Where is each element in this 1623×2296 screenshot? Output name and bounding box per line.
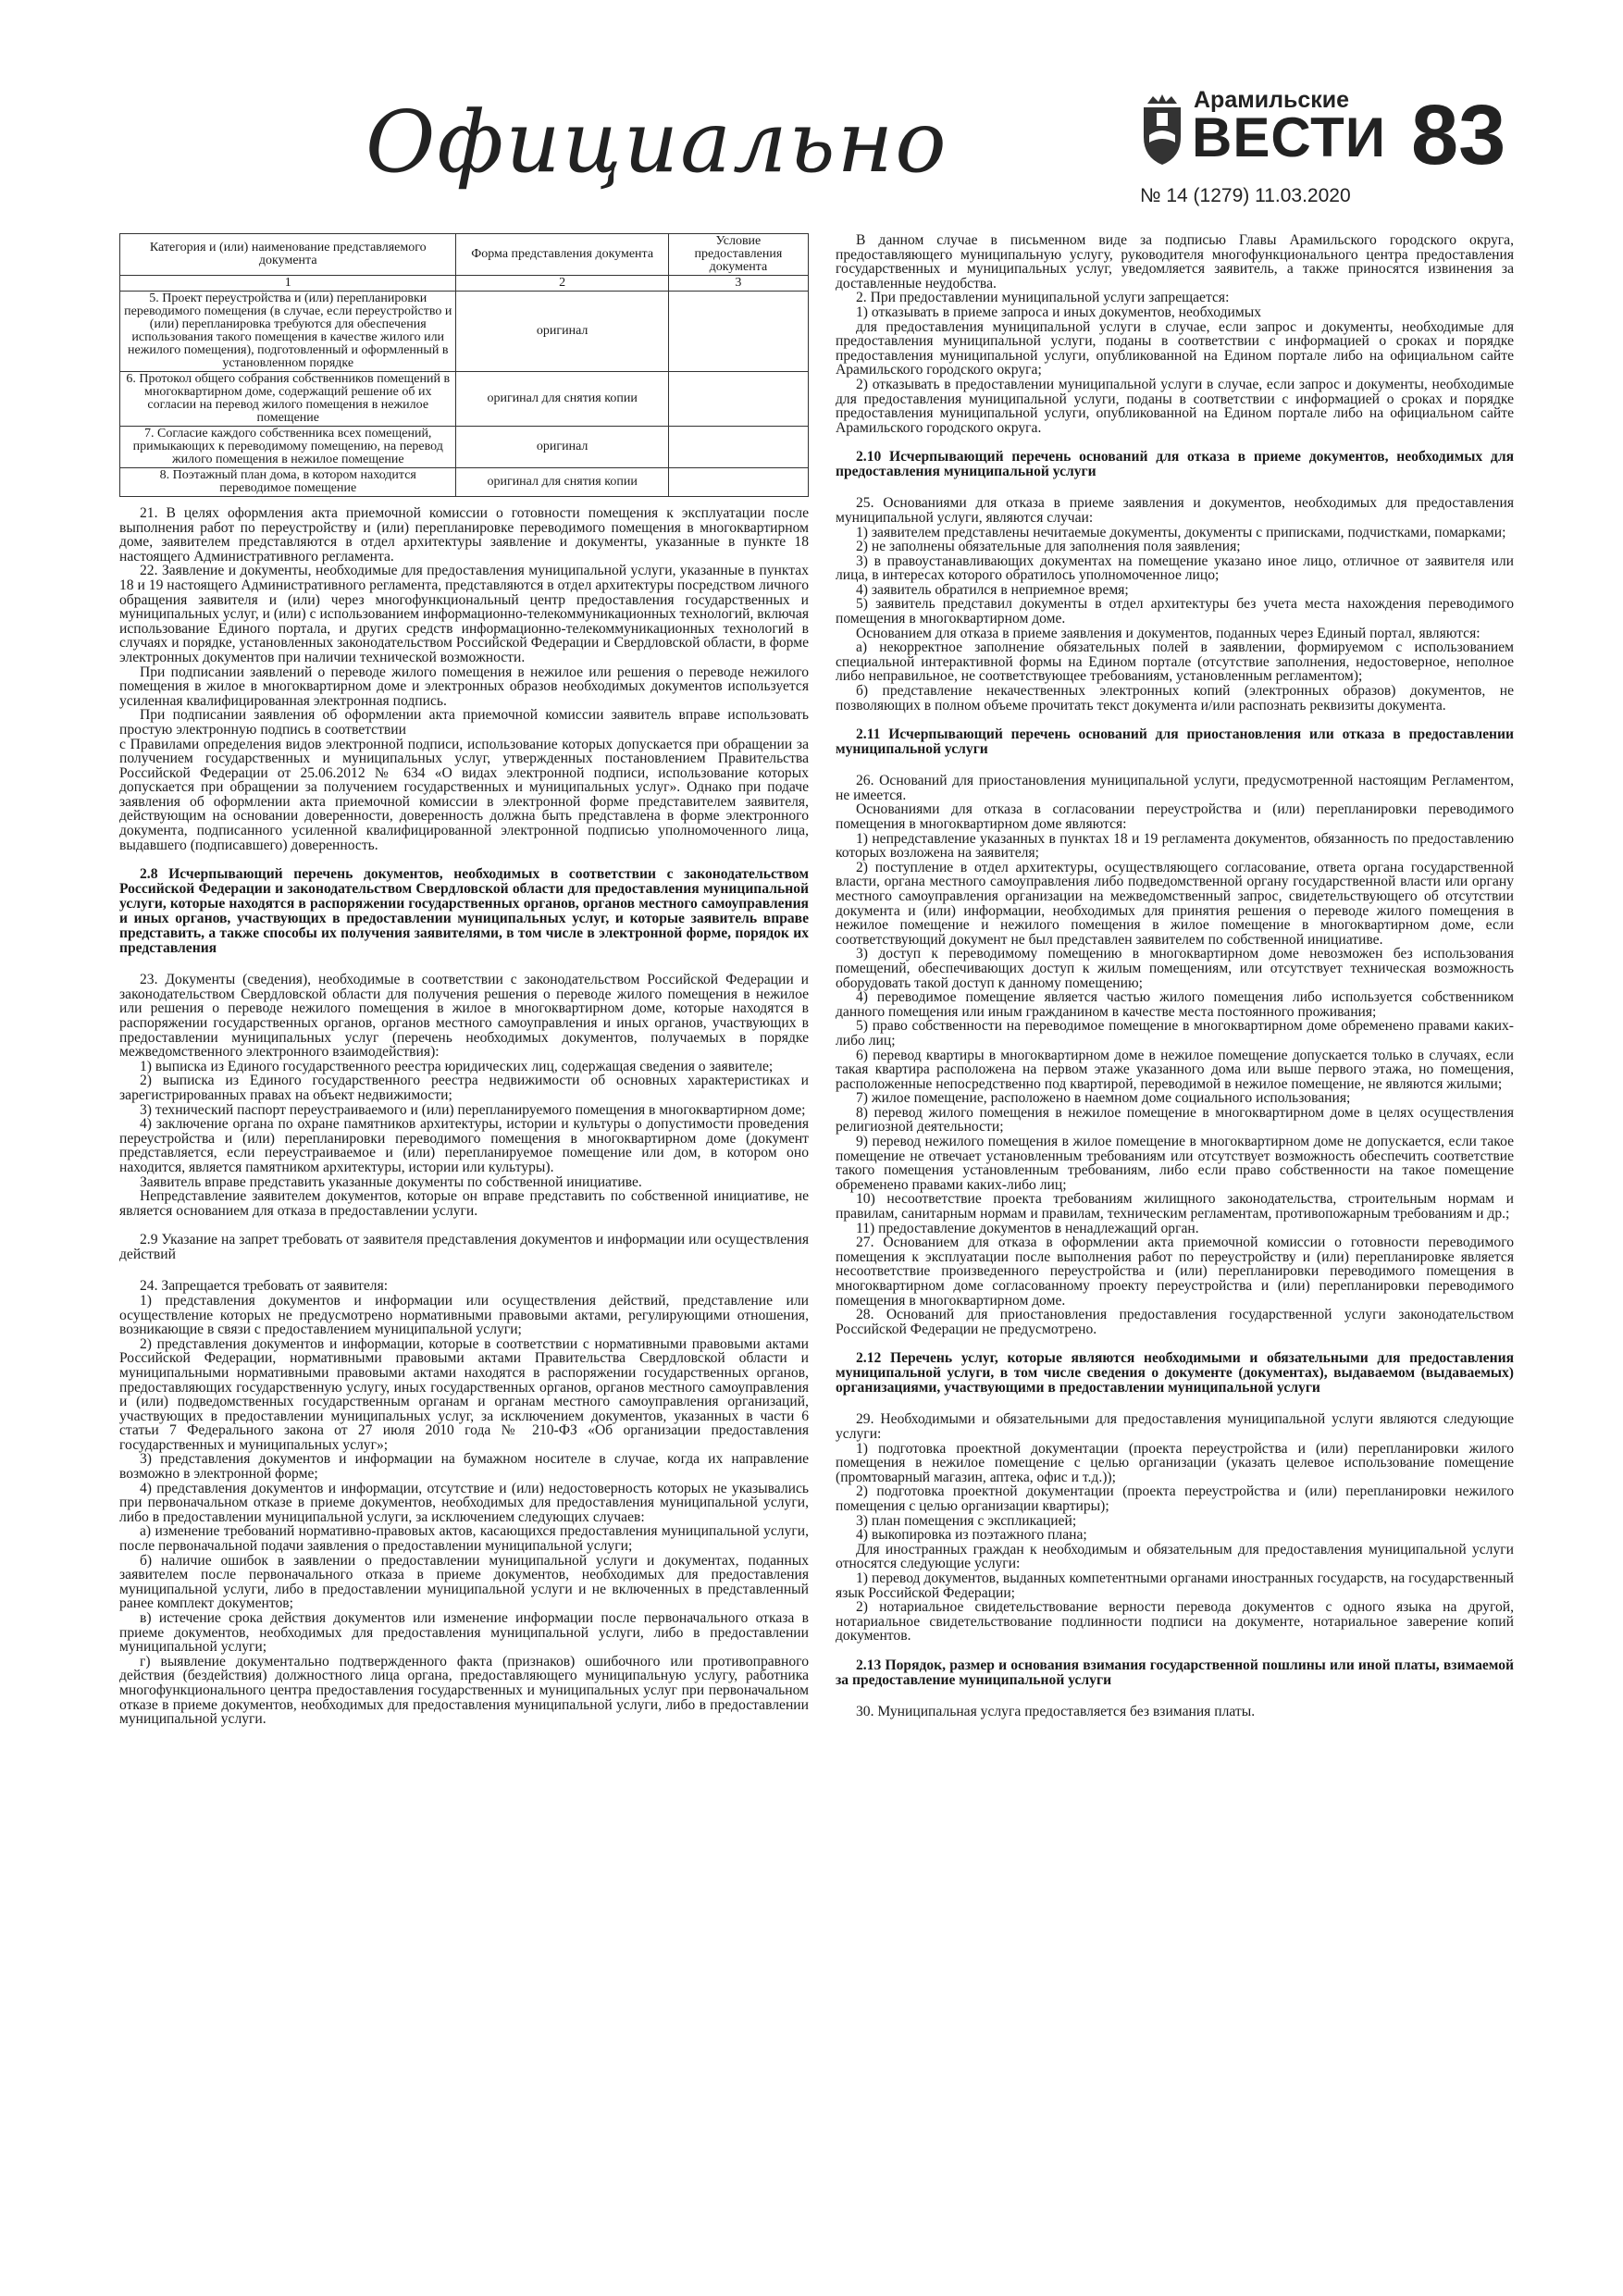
table-cell: 5. Проект переустройства и (или) перепланировки переводимого помещения (в случае, если переустройство и (или) перепланировка требуются для обеспечения использования такого помещения в качестве жилого или нежилого помещения), подготовленный и оформленный в установленном порядке xyxy=(120,292,456,372)
table-cell xyxy=(668,372,808,427)
list-item: 2) нотариальное свидетельствование верности перевода документов с одного языка на другой, нотариальное свидетельствование подлинности подписи на документе, нотариальное заверение копий документов. xyxy=(836,1599,1514,1644)
list-item: 4) выкопировка из поэтажного плана; xyxy=(856,1527,1087,1544)
table-number-cell: 1 xyxy=(120,276,456,292)
list-item: 4) переводимое помещение является частью жилого помещения либо используется собственником данного помещения или иным гражданином в качестве места постоянного проживания; xyxy=(836,989,1514,1020)
table-header-cell: Условие предоставления документа xyxy=(668,234,808,276)
paragraph: 26. Оснований для приостановления муниципальной услуги, предусмотренной настоящим Регламентом, не имеется. xyxy=(836,773,1514,803)
table-cell: оригинал xyxy=(456,427,668,468)
table-number-cell: 2 xyxy=(456,276,668,292)
table-cell: 6. Протокол общего собрания собственников помещений в многоквартирном доме, содержащий решение об их согласии на перевод жилого помещения в нежилое помещение xyxy=(120,372,456,427)
newspaper-town: Арамильские xyxy=(1194,87,1350,113)
table-cell: 7. Согласие каждого собственника всех помещений, примыкающих к переводимому помещению, на перевод жилого помещения в нежилое помещение xyxy=(120,427,456,468)
section-title: Официально xyxy=(365,93,948,192)
coat-of-arms-icon xyxy=(1140,94,1184,167)
paragraph: При подписании заявления об оформлении акта приемочной комиссии заявитель вправе использовать простую электронную подпись в соответствии xyxy=(119,707,809,738)
table-header-cell: Категория и (или) наименование представляемого документа xyxy=(120,234,456,276)
newspaper-brand: ВЕСТИ xyxy=(1192,106,1386,168)
list-item: 2) подготовка проектной документации (проекта переустройства и (или) перепланировки нежилого помещения с целью организации квартиры); xyxy=(836,1483,1514,1514)
section-heading: 2.11 Исчерпывающий перечень оснований для приостановления или отказа в предоставлении муниципальной услуги xyxy=(836,726,1514,758)
list-item: 1) выписка из Единого государственного реестра юридических лиц, содержащая сведения о заявителе; xyxy=(140,1058,774,1074)
list-item: 7) жилое помещение, расположено в наемном доме социального использования; xyxy=(856,1090,1351,1107)
table-row xyxy=(120,292,809,372)
list-item: 3) план помещения с экспликацией; xyxy=(856,1512,1077,1529)
paragraph: 21. В целях оформления акта приемочной комиссии о готовности помещения к эксплуатации после выполнения работ по переустройству и (или) перепланировке переводимого помещения в многоквартирном доме, заявителем представляются в отдел архитектуры заявление и документы, указанные в пункте 18 настоящего Административного регламента. xyxy=(119,505,809,565)
left-column xyxy=(119,233,809,1727)
paragraph: Заявитель вправе представить указанные документы по собственной инициативе. xyxy=(140,1173,642,1190)
paragraph: В данном случае в письменном виде за подписью Главы Арамильского городского округа, предоставляющего муниципальную услугу, руководителя многофункционального центра предоставления государственных и муниципальных услуг, уведомляется заявитель, а также приносятся извинения за доставленные неудобства. xyxy=(836,232,1514,292)
paragraph: 2. При предоставлении муниципальной услуги запрещается: xyxy=(856,290,1230,306)
table-number-cell: 3 xyxy=(668,276,808,292)
paragraph: 27. Основанием для отказа в оформлении акта приемочной комиссии о готовности переводимого помещения к эксплуатации после выполнения работ по переустройству и (или) перепланировке является несоответствие произведенного переустройства и (или) перепланировки переводимого помещения в многоквартирном доме согласованному проекту переустройства и (или) перепланировки переводимого помещения в многоквартирном доме. xyxy=(836,1235,1514,1309)
list-item: 3) в правоустанавливающих документах на помещение указано иное лицо, отличное от заявителя или лица, в интересах которого обратилось уполномоченное лицо; xyxy=(836,552,1514,584)
list-item: 2) не заполнены обязательные для заполнения поля заявления; xyxy=(856,539,1241,555)
documents-table xyxy=(119,233,809,497)
table-header-row xyxy=(120,234,809,276)
paragraph: с Правилами определения видов электронной подписи, использование которых допускается при обращении за получением государственных и муниципальных услуг, утвержденных постановлением Правительства Российской Федерации от 25.06.2012 № 634 «О видах электронной подписи, использование которых допускается при обращении за получением государственных и муниципальных услуг». Однако при подаче заявления об оформлении акта приемочной комиссии в электронной форме представителем заявителя, действующим на основании доверенности, доверенность должна быть представлена в форме электронного документа, подписанного усиленной квалифицированной электронной подписью уполномоченного лица, выдавшего (подписавшего) доверенность. xyxy=(119,736,809,853)
issue-info: № 14 (1279) 11.03.2020 xyxy=(1140,185,1351,206)
list-item: 8) перевод жилого помещения в нежилое помещение в многоквартирном доме в целях осуществления религиозной деятельности; xyxy=(836,1104,1514,1136)
list-item: 6) перевод квартиры в многоквартирном доме в нежилое помещение допускается только в случаях, если такая квартира расположена на первом этаже указанного дома или выше первого этажа, но помещения, расположенные непосредственно под квартирой, переводимой в нежилое помещение, не являются жилыми; xyxy=(836,1047,1514,1092)
list-item: 2) отказывать в предоставлении муниципальной услуги в случае, если запрос и документы, необходимые для предоставления муниципальной услуги, поданы в соответствии с информацией о сроках и порядке предоставления муниципальной услуги, опубликованной на Едином портале либо на официальном сайте Арамильского городского округа. xyxy=(836,376,1514,436)
list-item: 1) непредставление указанных в пунктах 18 и 19 регламента документов, обязанность по предоставлению которых возложена на заявителя; xyxy=(836,830,1514,862)
paragraph: для предоставления муниципальной услуги в случае, если запрос и документы, необходимые для предоставления муниципальной услуги, поданы в соответствии с информацией о сроках и порядке предоставления муниципальной услуги, опубликованной на Едином портале либо на официальном сайте Арамильского городского округа; xyxy=(836,318,1514,379)
table-header-cell: Форма представления документа xyxy=(456,234,668,276)
table-cell: оригинал для снятия копии xyxy=(456,372,668,427)
list-item: в) истечение срока действия документов или изменение информации после первоначального отказа в приеме документов, необходимых для предоставления муниципальной услуги, либо в предоставлении муниципальной услуги; xyxy=(119,1610,809,1656)
list-item: б) представление некачественных электронных копий (электронных образов) документов, не позволяющих в полном объеме прочитать текст документа и/или распознать реквизиты документа. xyxy=(836,683,1514,714)
paragraph: Непредставление заявителем документов, которые он вправе представить по собственной инициативе, не является основанием для отказа в предоставлении услуги. xyxy=(119,1188,809,1219)
table-cell: оригинал для снятия копии xyxy=(456,468,668,497)
list-item: 3) технический паспорт переустраиваемого и (или) перепланируемого помещения в многоквартирном доме; xyxy=(140,1101,806,1118)
page-header xyxy=(0,0,1623,222)
section-heading: 2.8 Исчерпывающий перечень документов, необходимых в соответствии с законодательством Российской Федерации и законодательством Свердловской области для предоставления муниципальной услуги, которые находятся в распоряжении государственных органов, органов местного самоуправления и иных органов, участвующих в предоставлении муниципальных услуг, и которые заявитель вправе представить, а также способы их получения заявителями, в том числе в электронной форме, порядок их представления xyxy=(119,866,809,957)
section-heading: 2.10 Исчерпывающий перечень оснований для отказа в приеме документов, необходимых для предоставления муниципальной услуги xyxy=(836,449,1514,480)
section-heading: 2.12 Перечень услуг, которые являются необходимыми и обязательными для предоставления муниципальной услуги, в том числе сведения о документе (документах), выдаваемом (выдаваемых) организациями, участвующими в предоставлении муниципальной услуги xyxy=(836,1350,1514,1396)
list-item: 11) предоставление документов в ненадлежащий орган. xyxy=(856,1220,1199,1236)
right-column xyxy=(836,233,1514,1719)
list-item: 9) перевод нежилого помещения в жилое помещение в многоквартирном доме не допускается, если такое помещение не отвечает установленным требованиям или отсутствует возможность обеспечить соответствие такого помещения установленным требованиям, либо если право собственности на такое помещение обременено правами каких-либо лиц; xyxy=(836,1134,1514,1193)
paragraph: 25. Основаниями для отказа в приеме заявления и документов, необходимых для предоставления муниципальной услуги, являются случаи: xyxy=(836,495,1514,526)
table-number-row xyxy=(120,276,809,292)
paragraph: 23. Документы (сведения), необходимые в соответствии с законодательством Российской Федерации и законодательством Свердловской области для получения решения о переводе жилого помещения в нежилое или решения о переводе нежилого помещения в жилое в многоквартирном доме, которые находятся в распоряжении государственных органов, органов местного самоуправления и иных органов, участвующих в предоставлении муниципальных услуг (перечень необходимых документов, получаемых в порядке межведомственного электронного взаимодействия): xyxy=(119,972,809,1061)
table-row xyxy=(120,372,809,427)
table-cell xyxy=(668,427,808,468)
list-item: 10) несоответствие проекта требованиям жилищного законодательства, строительным нормам и правилам, санитарным нормам и правилам, техническим регламентам, противопожарным требованиям и др.; xyxy=(836,1191,1514,1222)
list-item: 1) перевод документов, выданных компетентными органами иностранных государств, на государственный язык Российской Федерации; xyxy=(836,1570,1514,1601)
list-item: а) изменение требований нормативно-правовых актов, касающихся предоставления муниципальной услуги, после первоначальной подачи заявления о предоставлении муниципальной услуги; xyxy=(119,1523,809,1555)
paragraph: 28. Оснований для приостановления предоставления государственной услуги законодательством Российской Федерации не предусмотрено. xyxy=(836,1307,1514,1337)
list-item: б) наличие ошибок в заявлении о предоставлении муниципальной услуги и документах, поданных заявителем после первоначального отказа в приеме документов, необходимых для предоставления муниципальной услуги, либо в предоставлении муниципальной услуги и не включенных в представленный ранее комплект документов; xyxy=(119,1552,809,1612)
table-row xyxy=(120,427,809,468)
paragraph: 29. Необходимыми и обязательными для предоставления муниципальной услуги являются следующие услуги: xyxy=(836,1411,1514,1442)
table-cell xyxy=(668,292,808,372)
list-item: 5) право собственности на переводимое помещение в многоквартирном доме обременено правами каких-либо лиц; xyxy=(836,1018,1514,1049)
table-cell: оригинал xyxy=(456,292,668,372)
paragraph: При подписании заявлений о переводе жилого помещения в нежилое или решения о переводе нежилого помещения в жилое в многоквартирном доме и электронных образов необходимых документов используется усиленная квалифицированная электронная подпись. xyxy=(119,664,809,709)
table-cell: 8. Поэтажный план дома, в котором находится переводимое помещение xyxy=(120,468,456,497)
list-item: 1) подготовка проектной документации (проекта переустройства и (или) перепланировки жилого помещения в нежилое помещение с целью организации (указать целевое использование помещение (промтоварный магазин, аптека, офис и т.д.)); xyxy=(836,1440,1514,1485)
list-item: 4) заявитель обратился в неприемное время; xyxy=(856,581,1129,598)
list-item: 2) выписка из Единого государственного реестра недвижимости об основных характеристиках и зарегистрированных правах на объект недвижимости; xyxy=(119,1073,809,1103)
paragraph: Основанием для отказа в приеме заявления и документов, поданных через Единый портал, являются: xyxy=(856,625,1481,641)
list-item: г) выявление документально подтвержденного факта (признаков) ошибочного или противоправного действия (бездействия) должностного лица органа, предоставляющего муниципальную услугу, работника многофункционального центра предоставления государственных и муниципальных услуг при первоначальном отказе в приеме документов, необходимых для предоставления муниципальной услуги, либо в предоставлении муниципальной услуги. xyxy=(119,1653,809,1728)
paragraph: 30. Муниципальная услуга предоставляется без взимания платы. xyxy=(856,1703,1256,1719)
list-item: 3) представления документов и информации на бумажном носителе в случае, когда их направление возможно в электронной форме; xyxy=(119,1451,809,1483)
section-heading: 2.9 Указание на запрет требовать от заявителя представления документов и информации или осуществления действий xyxy=(119,1232,809,1263)
list-item: 1) заявителем представлены нечитаемые документы, документы с приписками, подчистками, помарками; xyxy=(856,524,1506,540)
paragraph: 22. Заявление и документы, необходимые для предоставления муниципальной услуги, указанные в пунктах 18 и 19 настоящего Административного регламента, представляются в отдел архитектуры посредством личного обращения заявителя и (или) через многофункциональный центр предоставления государственных и муниципальных услуг, и (или) с использованием информационно-телекоммуникационных технологий, включая использование Единого портала, и других средств информационно-телекоммуникационных технологий в случаях и порядке, установленных законодательством Российской Федерации и Свердловской области, в форме электронных документов при наличии технической возможности. xyxy=(119,563,809,665)
newspaper-logo xyxy=(1140,85,1386,178)
page-number: 83 xyxy=(1411,88,1506,182)
list-item: 1) отказывать в приеме запроса и иных документов, необходимых xyxy=(856,304,1262,320)
list-item: а) некорректное заполнение обязательных полей в заявлении, формируемом с использованием специальной интерактивной формы на Едином портале (отсутствие заполнения, недостоверное, неполное либо неправильное, не соответствующее требованиям, установленным регламентом); xyxy=(836,639,1514,685)
table-cell xyxy=(668,468,808,497)
list-item: 4) представления документов и информации, отсутствие и (или) недостоверность которых не указывались при первоначальном отказе в приеме документов, необходимых для предоставления муниципальной услуги, либо в предоставлении муниципальной услуги, за исключением следующих случаев: xyxy=(119,1480,809,1525)
paragraph: Для иностранных граждан к необходимым и обязательным для предоставления муниципальной услуги относятся следующие услуги: xyxy=(836,1541,1514,1572)
table-row xyxy=(120,468,809,497)
list-item: 4) заключение органа по охране памятников архитектуры, истории и культуры о допустимости проведения переустройства и (или) перепланировки переводимого помещения в многоквартирном доме (документ представляется, если переустраиваемое и (или) перепланируемое помещение или дом, в котором оно находится, является памятником архитектуры, истории или культуры). xyxy=(119,1116,809,1175)
list-item: 2) поступление в отдел архитектуры, осуществляющего согласование, ответа органа государственной власти, органа местного самоуправления либо подведомственной органу государственной власти или органу местного самоуправления организации на межведомственный запрос, свидетельствующего об отсутствии документа и (или) информации, необходимых для принятия решения о переводе жилого помещения в нежилое помещение и нежилого помещения в жилое помещение в многоквартирном доме, если соответствующий документ не был представлен заявителем по собственной инициативе. xyxy=(836,859,1514,948)
list-item: 5) заявитель представил документы в отдел архитектуры без учета места нахождения переводимого помещения в многоквартирном доме. xyxy=(836,596,1514,627)
list-item: 1) представления документов и информации или осуществления действий, представление или осуществление которых не предусмотрено нормативными правовыми актами, регулирующими отношения, возникающие в связи с предоставлением муниципальной услуги; xyxy=(119,1292,809,1338)
section-heading: 2.13 Порядок, размер и основания взимания государственной пошлины или иной платы, взимаемой за предоставление муниципальной услуги xyxy=(836,1657,1514,1688)
list-item: 3) доступ к переводимому помещению в многоквартирном доме невозможен без использования помещений, обеспечивающих доступ к жилым помещениям, или отсутствует техническая возможность оборудовать такой доступ к данному помещению; xyxy=(836,946,1514,991)
paragraph: 24. Запрещается требовать от заявителя: xyxy=(140,1278,389,1295)
paragraph: Основаниями для отказа в согласовании переустройства и (или) перепланировки переводимого помещения в многоквартирном доме являются: xyxy=(836,801,1514,832)
list-item: 2) представления документов и информации, которые в соответствии с нормативными правовыми актами Российской Федерации, нормативными правовыми актами Правительства Свердловской области и муниципальными нормативными правовыми актами находятся в распоряжении государственных органов, предоставляющих государственную услугу, иных государственных органов, органов местного самоуправления и (или) подведомственных государственным органам и органам местного самоуправления организаций, участвующих в предоставлении муниципальных услуг, за исключением документов, указанных в части 6 статьи 7 Федерального закона от 27 июля 2010 года № 210-ФЗ «Об организации предоставления государственных и муниципальных услуг»; xyxy=(119,1335,809,1453)
